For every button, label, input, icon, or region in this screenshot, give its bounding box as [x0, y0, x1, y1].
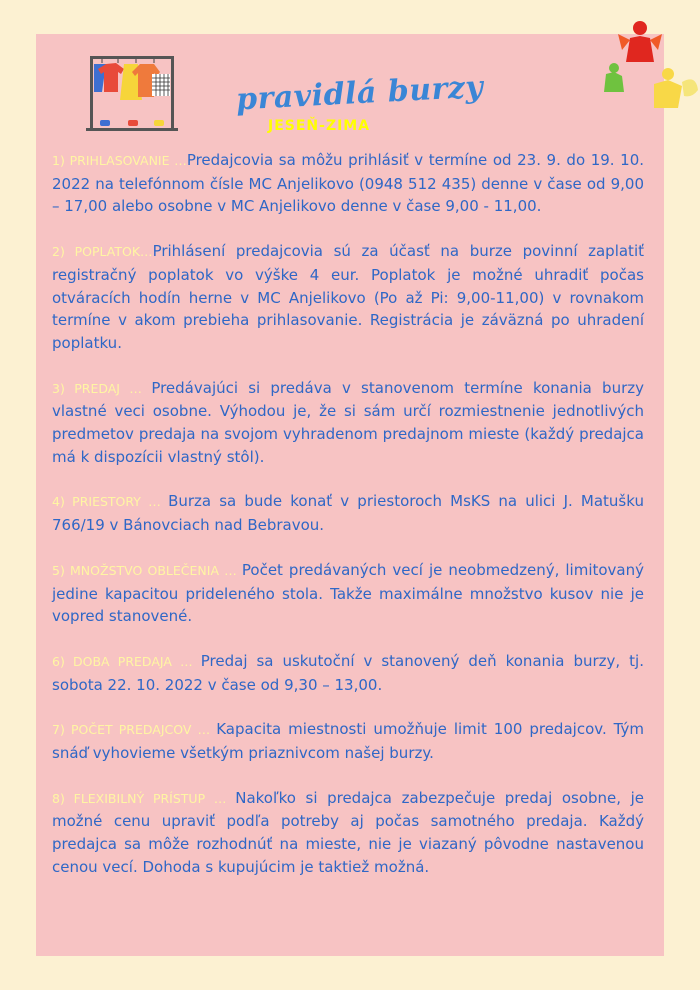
rule-8-label: 8) FLEXIBILNÝ PRÍSTUP … [52, 790, 236, 806]
rules-card [36, 34, 664, 956]
rule-5-text: Počet predávaných vecí je neobmedzený, limitovaný jedine kapacitou prideleného stola. Takže maximálne množstvo kusov nie je vopred stanovené. [52, 560, 644, 626]
rule-6-text: Predaj sa uskutoční v stanovený deň konania burzy, tj. sobota 22. 10. 2022 v čase od 9,30 – 13,00. [52, 651, 644, 694]
rule-1-label: 1) PRIHLASOVANIE … [52, 153, 187, 168]
clothes-rack-icon [84, 50, 180, 132]
rule-8 [52, 787, 644, 879]
rule-5 [52, 559, 644, 628]
rule-2-text: Prihlásení predajcovia sú za účasť na burze povinní zaplatiť registračný poplatok vo výške 4 eur. Poplatok je možné uhradiť počas otváracích hodín herne v MC Anjelikovo (Po až Pi: 9,00-11,00) v rovnakom termíne v akom prebieha prihlasovanie. Registrácia je záväzná po uhradení poplatku. [52, 242, 644, 352]
rule-3-text: Predávajúci si predáva v stanovenom termíne konania burzy vlastné veci osobne. Výhodou je, že si sám určí rozmiestnenie jednotlivých predmetov predaja na svojom vyhradenom predajnom mieste (každý predajca má k dispozícii vlastný stôl). [52, 378, 644, 466]
rule-4 [52, 490, 644, 536]
rule-3-label: 3) PREDAJ … [52, 380, 152, 396]
rule-7-text: Kapacita miestnosti umožňuje limit 100 predajcov. Tým snáď vyhovieme všetkým priaznivcom našej burzy. [52, 720, 644, 763]
rule-8-text: Nakoľko si predajca zabezpečuje predaj osobne, je možné cenu upraviť podľa potreby aj počas samotného predaja. Každý predajca sa môže rozhodnúť na mieste, nie je viazaný pôvodne nastavenou cenou vecí. Dohoda s kupujúcim je taktiež možná. [52, 788, 645, 876]
page-subtitle: JESEŇ-ZIMA [268, 118, 371, 134]
rule-1 [52, 149, 644, 218]
rules-list [52, 149, 644, 879]
rule-4-label: 4) PRIESTORY … [52, 494, 169, 510]
rule-6 [52, 650, 644, 696]
rule-7 [52, 718, 644, 764]
rule-1-text: Predajcovia sa môžu prihlásiť v termíne od 23. 9. do 19. 10. 2022 na telefónnom čísle MC Anjelikovo (0948 512 435) denne v čase od 9,00 – 17,00 alebo osobne v MC Anjelikovo denne v čase 9,00 - 11,00. [52, 151, 645, 216]
page-title: pravidlá burzy [235, 69, 485, 118]
rule-6-label: 6) DOBA PREDAJA … [52, 653, 201, 669]
rule-4-text: Burza sa bude konať v priestoroch MsKS na ulici J. Matušku 766/19 v Bánovciach nad Bebravou. [52, 492, 644, 535]
rule-5-label: 5) MNOŽSTVO OBLEČENIA … [52, 562, 242, 578]
rule-2 [52, 240, 644, 355]
rule-7-label: 7) POČET PREDAJCOV … [52, 722, 217, 738]
angels-logo-icon [604, 12, 700, 110]
rule-3 [52, 377, 644, 469]
rule-2-label: 2) POPLATOK… [52, 244, 153, 260]
